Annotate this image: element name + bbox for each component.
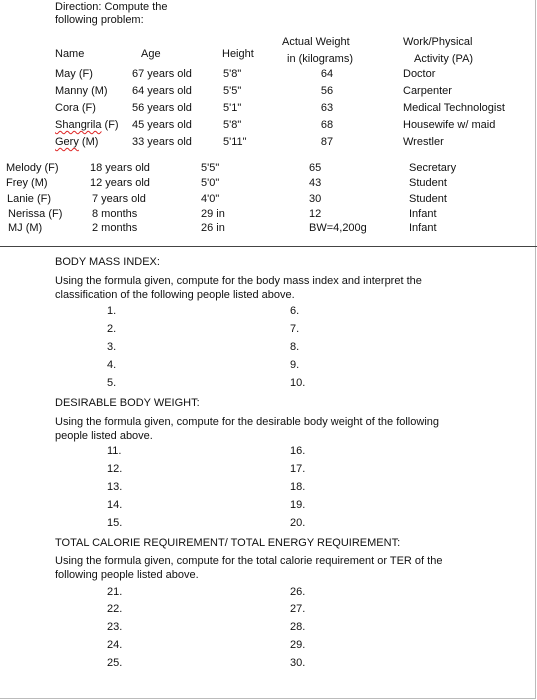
answer-number: 5. (107, 377, 117, 389)
cell-weight: 68 (320, 119, 334, 131)
cell-name: Cora (F) (55, 102, 96, 114)
cell-work: Housewife w/ maid (403, 119, 496, 131)
cell-name: MJ (M) (8, 222, 43, 234)
cell-age: 56 years old (132, 102, 192, 114)
answer-number: 26. (290, 586, 306, 598)
cell-age: 12 years old (90, 177, 150, 189)
cell-height: 5'5" (223, 85, 242, 97)
direction-line1: Direction: Compute the (55, 1, 168, 13)
cell-name: Lanie (F) (7, 193, 52, 205)
header-name: Name (55, 48, 85, 60)
answer-number: 20. (290, 517, 306, 529)
cell-height: 5'1" (223, 102, 242, 114)
cell-work: Infant (409, 222, 437, 234)
section-divider (0, 246, 537, 247)
cell-age: 64 years old (132, 85, 192, 97)
bmi-heading: BODY MASS INDEX: (55, 256, 160, 268)
cell-work: Student (409, 193, 447, 205)
cell-height: 29 in (201, 208, 225, 220)
answer-number: 10. (290, 377, 306, 389)
answer-number: 30. (290, 657, 306, 669)
cell-name-suffix: (M) (78, 136, 99, 148)
ter-instructions: Using the formula given, compute for the total calorie requirement or TER of the following people listed above. (55, 555, 443, 581)
answer-number: 11. (107, 445, 122, 457)
cell-work: Doctor (403, 68, 436, 80)
header-weight-line2: in (kilograms) (287, 53, 354, 65)
answer-number: 21. (107, 586, 123, 598)
answer-number: 18. (290, 481, 306, 493)
answer-number: 19. (290, 499, 306, 511)
answer-number: 16. (290, 445, 306, 457)
cell-height: 4'0" (201, 193, 220, 205)
cell-height: 5'0" (201, 177, 220, 189)
cell-work: Student (409, 177, 447, 189)
cell-height: 5'8" (223, 119, 242, 131)
answer-number: 29. (290, 639, 306, 651)
cell-weight: BW=4,200g (309, 222, 367, 234)
cell-age: 45 years old (132, 119, 192, 131)
answer-number: 25. (107, 657, 123, 669)
ter-heading: TOTAL CALORIE REQUIREMENT/ TOTAL ENERGY REQUIREMENT: (55, 537, 401, 549)
cell-height: 5'8" (223, 68, 242, 80)
cell-weight: 12 (309, 208, 322, 220)
answer-number: 1. (107, 305, 117, 317)
answer-number: 9. (290, 359, 300, 371)
answer-number: 14. (107, 499, 123, 511)
answer-number: 8. (290, 341, 300, 353)
spellcheck-name: Shangrila (55, 119, 102, 131)
cell-height: 26 in (201, 222, 225, 234)
cell-height: 5'5" (201, 162, 220, 174)
cell-name: Nerissa (F) (8, 208, 63, 220)
cell-age: 8 months (92, 208, 138, 220)
cell-weight: 43 (309, 177, 322, 189)
dbw-heading: DESIRABLE BODY WEIGHT: (55, 397, 200, 409)
header-work-line1: Work/Physical (403, 36, 473, 48)
cell-age: 18 years old (90, 162, 150, 174)
cell-weight: 87 (320, 136, 334, 148)
dbw-instructions: Using the formula given, compute for the desirable body weight of the following people listed above. (55, 416, 439, 442)
answer-number: 4. (107, 359, 117, 371)
answer-number: 2. (107, 323, 117, 335)
answer-number: 27. (290, 603, 306, 615)
cell-weight: 64 (320, 68, 334, 80)
cell-work: Medical Technologist (403, 102, 505, 114)
answer-number: 17. (290, 463, 306, 475)
cell-name (55, 136, 98, 149)
header-age: Age (141, 48, 161, 60)
cell-weight: 65 (309, 162, 322, 174)
cell-name (55, 119, 119, 132)
spellcheck-name: Gery (55, 136, 79, 148)
direction-line2: following problem: (55, 14, 144, 26)
cell-age: 7 years old (92, 193, 146, 205)
cell-work: Infant (409, 208, 437, 220)
cell-name: Manny (M) (55, 85, 108, 97)
cell-weight: 56 (320, 85, 334, 97)
answer-number: 7. (290, 323, 300, 335)
header-height: Height (222, 48, 254, 60)
answer-number: 28. (290, 621, 306, 633)
cell-name-suffix: (F) (101, 119, 119, 131)
answer-number: 13. (107, 481, 123, 493)
answer-number: 3. (107, 341, 117, 353)
cell-work: Secretary (409, 162, 457, 174)
cell-work: Wrestler (403, 136, 444, 148)
cell-age: 2 months (92, 222, 138, 234)
cell-weight: 30 (309, 193, 322, 205)
answer-number: 6. (290, 305, 300, 317)
cell-age: 33 years old (132, 136, 192, 148)
cell-name: May (F) (55, 68, 93, 80)
header-weight-line1: Actual Weight (282, 36, 350, 48)
cell-height: 5'11" (223, 136, 247, 148)
answer-number: 22. (107, 603, 123, 615)
cell-age: 67 years old (132, 68, 192, 80)
cell-name: Melody (F) (6, 162, 59, 174)
answer-number: 24. (107, 639, 123, 651)
cell-weight: 63 (320, 102, 334, 114)
answer-number: 23. (107, 621, 123, 633)
bmi-instructions: Using the formula given, compute for the body mass index and interpret the classification of the following people listed above. (55, 275, 422, 301)
cell-work: Carpenter (403, 85, 452, 97)
header-work-line2: Activity (PA) (414, 53, 474, 65)
answer-number: 15. (107, 517, 123, 529)
answer-number: 12. (107, 463, 123, 475)
cell-name: Frey (M) (6, 177, 48, 189)
